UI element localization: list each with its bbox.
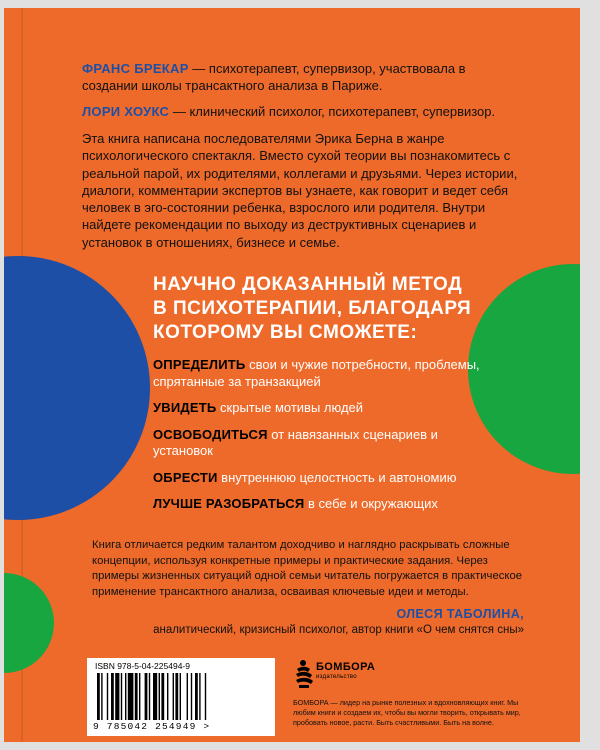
green-half-circle-decoration xyxy=(4,573,54,673)
benefit-item: ОБРЕСТИ внутреннюю целостность и автономию xyxy=(153,469,457,485)
blue-circle-decoration xyxy=(4,256,150,520)
review-author xyxy=(134,606,524,638)
benefit-item: УВИДЕТЬ скрытые мотивы людей xyxy=(153,400,364,415)
author-name: ФРАНС БРЕКАР xyxy=(82,61,189,76)
benefit-item: ОСВОБОДИТЬСЯ от навязанных сценариев и установок xyxy=(153,426,438,458)
author-description: — клинический психолог, психотерапевт, супервизор. xyxy=(169,104,496,119)
barcode-panel xyxy=(87,658,275,736)
book-description: Эта книга написана последователями Эрика Берна в жанре психологического спектакля. Вместо сухой теории вы познакомитесь с реальной парой, их родителями, коллегами и друзьями. Через истории, диалоги, комментарии экспертов вы узнаете, как говорит и ведет себя человек в эго-состоянии ребенка, взрослого или родителя. Внутри найдете рекомендации по выходу из деструктивных сценариев и установок в отношениях, бизнесе и семье. xyxy=(82,131,518,250)
back-cover xyxy=(4,8,580,742)
reviewer-name: ОЛЕСЯ ТАБОЛИНА, xyxy=(396,607,524,621)
author-bio-1 xyxy=(82,60,522,94)
benefit-item: ОПРЕДЕЛИТЬ свои и чужие потребности, проблемы, спрятанные за транзакцией xyxy=(153,357,480,389)
barcode-icon xyxy=(97,673,267,720)
author-description: — психотерапевт, супервизор, участвовала в создании школы трансактного анализа в Париже. xyxy=(82,61,466,93)
author-name: ЛОРИ ХОУКС xyxy=(82,104,170,119)
review-quote: Книга отличается редким талантом доходчиво и наглядно раскрывать сложные концепции, используя конкретные примеры и практические задания. Через примеры жизненных ситуаций одной семьи читатель погружается в практическое применение трансактного анализа, осваивая ключевые идеи и методы. xyxy=(92,539,523,598)
green-circle-decoration xyxy=(468,264,580,474)
barcode-digits: 9 785042 254949 > xyxy=(93,721,211,732)
reviewer-role: аналитический, кризисный психолог, автор книги «О чем снятся сны» xyxy=(153,624,524,636)
benefit-item: ЛУЧШЕ РАЗОБРАТЬСЯ в себе и окружающих xyxy=(153,496,438,511)
isbn-label: ISBN 978-5-04-225494-9 xyxy=(95,661,190,671)
publisher-name: БОМБОРА xyxy=(316,661,376,673)
benefit-list xyxy=(153,357,483,523)
headline: НАУЧНО ДОКАЗАННЫЙ МЕТОД В ПСИХОТЕРАПИИ, БЛАГОДАРЯ КОТОРОМУ ВЫ СМОЖЕТЕ: xyxy=(153,274,472,343)
author-bio-2 xyxy=(82,103,522,120)
publisher-subtitle: издательство xyxy=(316,674,357,680)
publisher-tagline: БОМБОРА — лидер на рынке полезных и вдохновляющих книг. Мы любим книги и создаем их, чтобы вы могли творить, открывать мир, пробовать новое, расти. Быть счастливыми. Быть на волне. xyxy=(293,698,521,727)
